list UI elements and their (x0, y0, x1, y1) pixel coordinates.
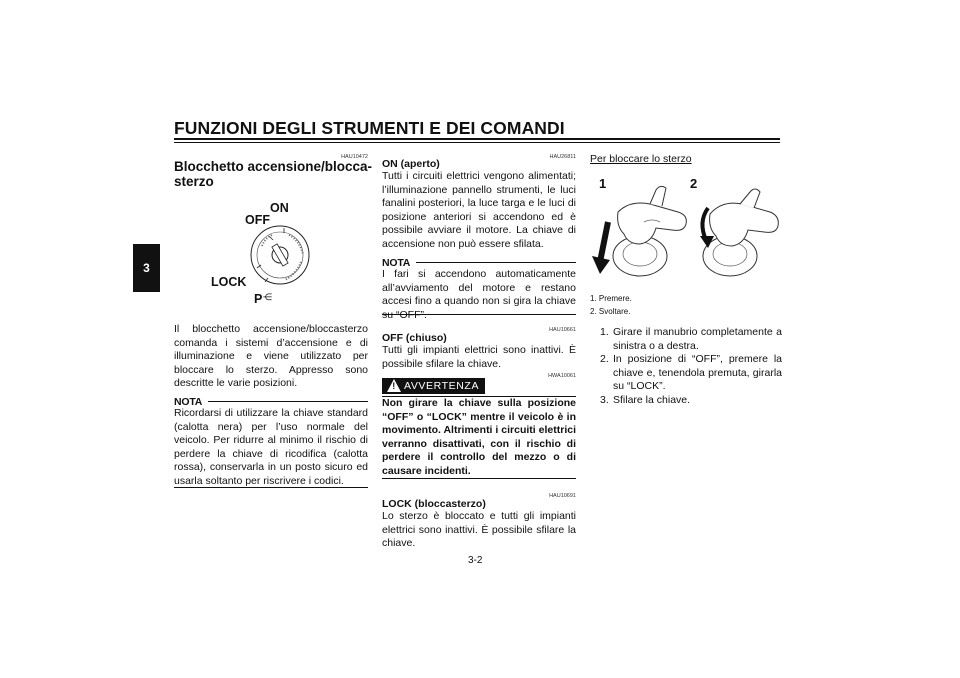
nota2-paragraph: I fari si accendono automaticamente all’avviamento del motore e restano accesi fino a quando non si gira la chiave (382, 268, 576, 308)
code-hau26811: HAU26811 (549, 154, 576, 160)
step-number: 3. (600, 393, 609, 406)
step-number: 1. (600, 326, 609, 338)
code-hau10661: HAU10661 (549, 327, 576, 333)
step-text: In posizione di “OFF”, premere la chiave e, tenendola premuta, girarla su “LOCK”. (613, 353, 782, 393)
steps-list (590, 326, 782, 408)
figure-label-1: 1 (599, 176, 607, 191)
list-item (590, 353, 782, 394)
nota2-rule-bottom (382, 314, 576, 315)
warning-badge (382, 378, 485, 394)
nota-paragraph: Ricordarsi di utilizzare la chiave standard (calotta nera) per l’uso normale del veicolo. Per ridurre al minimo il rischio di perdere la chiave di ricodifica (calotta rossa), conservarla in un posto sicuro ed usarla soltanto per riscrivere i codici. (174, 407, 368, 487)
label-p: P (254, 292, 263, 306)
lock-heading: LOCK (bloccasterzo) (382, 498, 486, 510)
code-hau10691: HAU10691 (549, 493, 576, 499)
step-number: 2. (600, 353, 609, 366)
label-on: ON (270, 201, 289, 215)
on-paragraph: Tutti i circuiti elettrici vengono alimentati; l’illuminazione pannello strumenti, le luci fanalini posteriori, la luce targa e le luci di posizione anteriori si accendono ed è possibile avviare il motore. La chiave di accensione non può essere sfilata. (382, 170, 576, 250)
page-header-title: FUNZIONI DEGLI STRUMENTI E DEI COMANDI (174, 118, 565, 138)
label-lock: LOCK (211, 275, 247, 289)
figure-label-2: 2 (690, 176, 698, 191)
label-off: OFF (245, 213, 270, 227)
warning-label: AVVERTENZA (404, 380, 480, 392)
chapter-tab: 3 (133, 244, 160, 292)
list-item (590, 394, 782, 408)
nota-rule-top (208, 401, 368, 402)
off-heading: OFF (chiuso) (382, 332, 447, 344)
nota-rule-bottom (174, 487, 368, 488)
warning-exclamation-icon: ! (392, 381, 396, 391)
ignition-switch-diagram (205, 198, 335, 308)
code-hau10472: HAU10472 (341, 154, 368, 160)
list-item (590, 326, 782, 353)
steering-lock-illustration (590, 170, 784, 288)
intro-paragraph: Il blocchetto accensione/bloccasterzo comanda i sistemi d’accensione e di illuminazione e viene utilizzato per bloccare lo sterzo. Appresso sono descritte le varie posizioni. (174, 323, 368, 390)
page-number: 3-2 (468, 555, 483, 566)
step-text: Sfilare la chiave. (613, 393, 691, 406)
steering-lock-subtitle: Per bloccare lo sterzo (590, 153, 692, 165)
section-heading-line2: sterzo (174, 174, 214, 189)
caption-2: 2. Svoltare. (590, 307, 631, 316)
lock-paragraph: Lo sterzo è bloccato e tutti gli impianti elettrici sono inattivi. È possibile sfilare la chiave. (382, 510, 576, 550)
hand-key-illustration-icon (590, 170, 784, 288)
off-paragraph: Tutti gli impianti elettrici sono inattivi. È possibile sfilare la chiave. (382, 344, 576, 370)
step-text: Girare il manubrio completamente a sinistra o a destra. (613, 326, 782, 352)
nota-label: NOTA (174, 396, 203, 408)
on-heading: ON (aperto) (382, 158, 440, 170)
section-heading-line1: Blocchetto accensione/blocca- (174, 159, 373, 174)
warning-paragraph: Non girare la chiave sulla posizione “OFF” o “LOCK” mentre il veicolo è in movimento. Altrimenti i circuiti elettrici verranno disattivati, con il rischio di perdere il controllo del mezzo o di causare incidenti. (382, 397, 576, 477)
caption-1: 1. Premere. (590, 294, 632, 303)
nota-label-2: NOTA (382, 257, 411, 269)
header-rule-thin (174, 142, 780, 143)
parking-light-icon: ⋲ (263, 292, 272, 302)
header-rule-thick (174, 138, 780, 140)
code-hwa10061: HWA10061 (548, 373, 576, 379)
section-heading (174, 159, 374, 189)
nota2-rule-top (416, 262, 576, 263)
warning-rule-bottom (382, 478, 576, 479)
